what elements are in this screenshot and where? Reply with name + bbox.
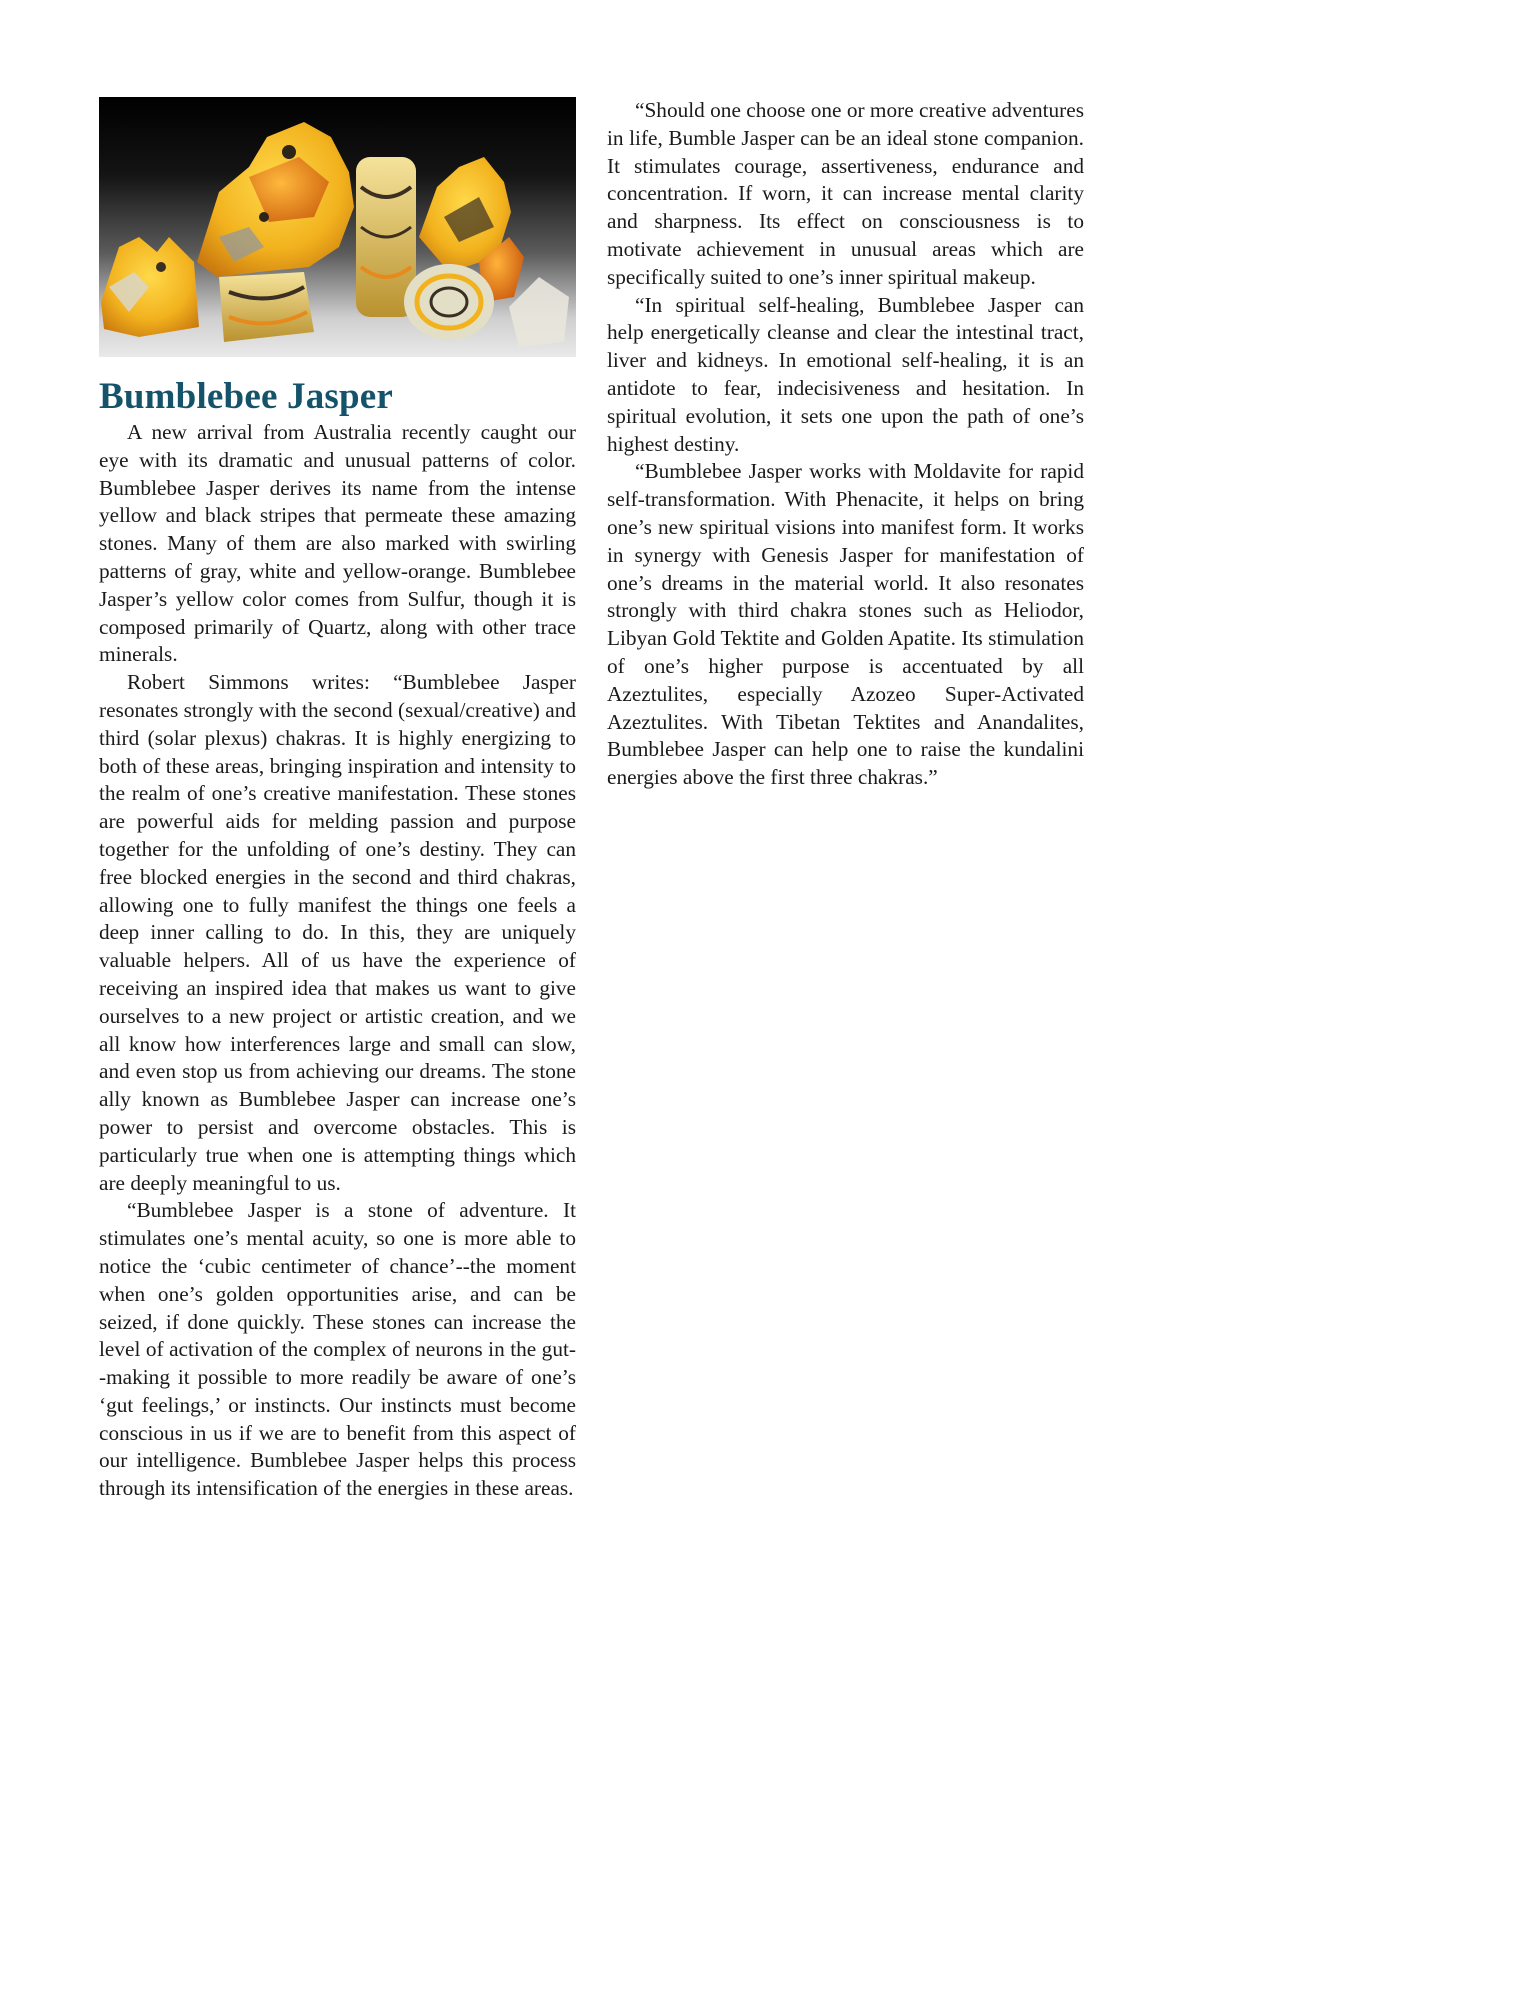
left-column (99, 97, 576, 1503)
bumblebee-jasper-photo (99, 97, 576, 357)
stones-illustration (99, 97, 576, 357)
right-column (607, 97, 1084, 792)
article-paragraph-4: “Should one choose one or more creative adventures in life, Bumble Jasper can be an ideal stone companion. It stimulates courage, assertiveness, endurance and concentration. If worn, it can increase mental clarity and sharpness. Its effect on consciousness is to motivate achievement in unusual areas which are specifically suited to one’s inner spiritual makeup. (607, 98, 1084, 289)
article-title: Bumblebee Jasper (99, 376, 394, 417)
article-paragraph-1: A new arrival from Australia recently caught our eye with its dramatic and unusual patterns of color. Bumblebee Jasper derives its name from the intense yellow and black stripes that permeate these amazing stones. Many of them are also marked with swirling patterns of gray, white and yellow-orange. Bumblebee Jasper’s yellow color comes from Sulfur, though it is composed primarily of Quartz, along with other trace minerals. (99, 420, 576, 667)
article-paragraph-5: “In spiritual self-healing, Bumblebee Jasper can help energetically cleanse and clear the intestinal tract, liver and kidneys. In emotional self-healing, it is an antidote to fear, indecisiveness and hesitation. In spiritual evolution, it sets one upon the path of one’s highest destiny. (607, 292, 1084, 456)
article-paragraph-3: “Bumblebee Jasper is a stone of adventure. It stimulates one’s mental acuity, so one is more able to notice the ‘cubic centimeter of chance’--the moment when one’s golden opportunities arise, and can be seized, if done quickly. These stones can increase the level of activation of the complex of neurons in the gut--making it possible to more readily be aware of one’s ‘gut feelings,’ or instincts. Our instincts must become conscious in us if we are to benefit from this aspect of our intelligence. Bumblebee Jasper helps this process through its intensification of the energies in these areas. (99, 1198, 576, 1501)
article-paragraph-6: “Bumblebee Jasper works with Moldavite for rapid self-transformation. With Phenacite, it helps on bring one’s new spiritual visions into manifest form. It works in synergy with Genesis Jasper for manifestation of one’s dreams in the material world. It also resonates strongly with third chakra stones such as Heliodor, Libyan Gold Tektite and Golden Apatite. Its stimulation of one’s higher purpose is accentuated by all Azeztulites, especially Azozeo Super-Activated Azeztulites. With Tibetan Tektites and Anandalites, Bumblebee Jasper can help one to raise the kundalini energies above the first three chakras.” (607, 459, 1084, 790)
article-paragraph-2: Robert Simmons writes: “Bumblebee Jasper resonates strongly with the second (sexual/creative) and third (solar plexus) chakras. It is highly energizing to both of these areas, bringing inspiration and intensity to the realm of one’s creative manifestation. These stones are powerful aids for melding passion and purpose together for the unfolding of one’s destiny. They can free blocked energies in the second and third chakras, allowing one to fully manifest the things one feels a deep inner calling to do. In this, they are uniquely valuable helpers. All of us have the experience of receiving an inspired idea that makes us want to give ourselves to a new project or artistic creation, and we all know how interferences large and small can slow, and even stop us from achieving our dreams. The stone ally known as Bumblebee Jasper can increase one’s power to persist and overcome obstacles. This is particularly true when one is attempting things which are deeply meaningful to us. (99, 670, 576, 1195)
